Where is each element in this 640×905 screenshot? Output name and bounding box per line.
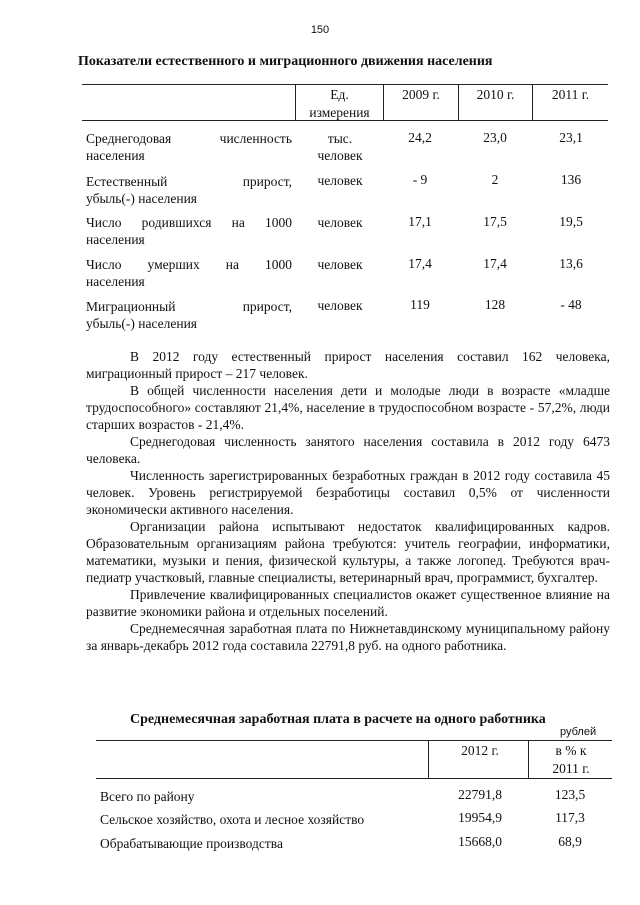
header-pct-line1: в % к	[555, 743, 587, 758]
header-unit-line1: Ед.	[330, 87, 349, 102]
table2-header-rule	[96, 778, 612, 779]
row-label-line2: населения	[86, 148, 145, 163]
row-label-line1: Число умерших на 1000	[86, 257, 292, 272]
paragraph: Среднемесячная заработная плата по Нижнетавдинскому муниципальному району за январь-декабрь 2012 года составила 22791,8 руб. на одного работника.	[86, 621, 610, 653]
row-label	[86, 130, 292, 164]
row-label-line2: населения	[86, 232, 145, 247]
table1-top-rule	[82, 84, 608, 85]
value-pct: 68,9	[558, 834, 582, 849]
row-label	[86, 256, 292, 290]
row-label-line1: Среднегодовая численность	[86, 131, 292, 146]
table1-header-2009: 2009 г.	[402, 87, 440, 102]
value-2012: 22791,8	[458, 787, 502, 802]
table1-header-2011: 2011 г.	[551, 87, 590, 102]
table2-header-2012: 2012 г.	[461, 743, 499, 758]
value-2011: 23,1	[559, 130, 583, 145]
table1-title: Показатели естественного и миграционного движения населения	[78, 54, 493, 69]
row-label-line1: Миграционный прирост,	[86, 299, 292, 314]
page-number: 150	[310, 24, 330, 36]
value-2009: 119	[410, 297, 430, 312]
value-2010: 17,4	[483, 256, 507, 271]
row-label	[86, 298, 292, 332]
row-unit-line2: человек	[317, 148, 363, 163]
table2-divider	[528, 740, 529, 779]
row-unit	[300, 130, 380, 164]
row-label-line1: Число родившихся на 1000	[86, 215, 292, 230]
row-label-line2: убыль(-) населения	[86, 316, 198, 331]
row-unit: человек	[317, 215, 363, 230]
row-unit-line1: тыс.	[327, 131, 353, 146]
paragraph: Привлечение квалифицированных специалистов окажет существенное влияние на развитие экономики района и отдельных поселений.	[86, 587, 610, 619]
value-2010: 2	[491, 172, 499, 187]
value-2009: - 9	[412, 172, 428, 187]
header-unit-line2: измерения	[309, 105, 370, 120]
value-2011: 136	[560, 172, 582, 187]
value-2012: 19954,9	[458, 810, 502, 825]
value-2010: 17,5	[483, 214, 507, 229]
table2-title: Среднемесячная заработная плата в расчете на одного работника	[130, 712, 546, 727]
row-label	[86, 214, 292, 248]
value-pct: 117,3	[555, 810, 585, 825]
paragraph: В 2012 году естественный прирост населения составил 162 человека, миграционный прирост – 217 человек.	[86, 349, 610, 381]
row-label-line2: населения	[86, 274, 145, 289]
row-unit: человек	[317, 257, 363, 272]
value-pct: 123,5	[554, 787, 586, 802]
header-pct-line2: 2011 г.	[552, 761, 590, 776]
body-text	[86, 348, 610, 654]
table2-unit-note: рублей	[560, 726, 597, 738]
value-2010: 128	[484, 297, 506, 312]
value-2011: 19,5	[559, 214, 583, 229]
value-2009: 17,4	[408, 256, 432, 271]
row-unit: человек	[317, 173, 363, 188]
row-label: Обрабатывающие производства	[100, 836, 283, 851]
table1-header-2010: 2010 г.	[476, 87, 515, 102]
paragraph: В общей численности населения дети и молодые люди в возрасте «младше трудоспособного» составляют 21,4%, население в трудоспособном возрасте - 57,2%, люди старших возрастов - 21,4%.	[86, 383, 610, 432]
paragraph: Среднегодовая численность занятого населения составила в 2012 году 6473 человека.	[86, 434, 610, 466]
paragraph: Численность зарегистрированных безработных граждан в 2012 году составила 45 человек. Уровень регистрируемой безработицы составил 0,5% от численности экономически активного населения.	[86, 468, 610, 517]
value-2011: - 48	[560, 297, 582, 312]
row-label-line2: убыль(-) населения	[86, 191, 198, 206]
table2-header-pct	[530, 742, 612, 778]
value-2011: 13,6	[559, 256, 583, 271]
row-label	[86, 173, 292, 207]
table2-divider	[428, 740, 429, 779]
row-label: Всего по району	[100, 789, 195, 804]
value-2012: 15668,0	[458, 834, 502, 849]
value-2009: 17,1	[408, 214, 432, 229]
table1-header-unit	[296, 86, 383, 122]
row-label-line1: Естественный прирост,	[86, 174, 292, 189]
paragraph: Организации района испытывают недостаток квалифицированных кадров. Образовательным организациям района требуются: учитель географии, информатики, математики, музыки и пения, физической культуры, а также логопед. Требуются врач-педиатр участковый, главные специалисты, ветеринарный врач, программист, бухгалтер.	[86, 519, 610, 585]
value-2010: 23,0	[483, 130, 507, 145]
table2-top-rule	[96, 740, 612, 741]
value-2009: 24,2	[408, 130, 432, 145]
row-label: Сельское хозяйство, охота и лесное хозяйство	[100, 812, 365, 827]
row-unit: человек	[317, 298, 363, 313]
